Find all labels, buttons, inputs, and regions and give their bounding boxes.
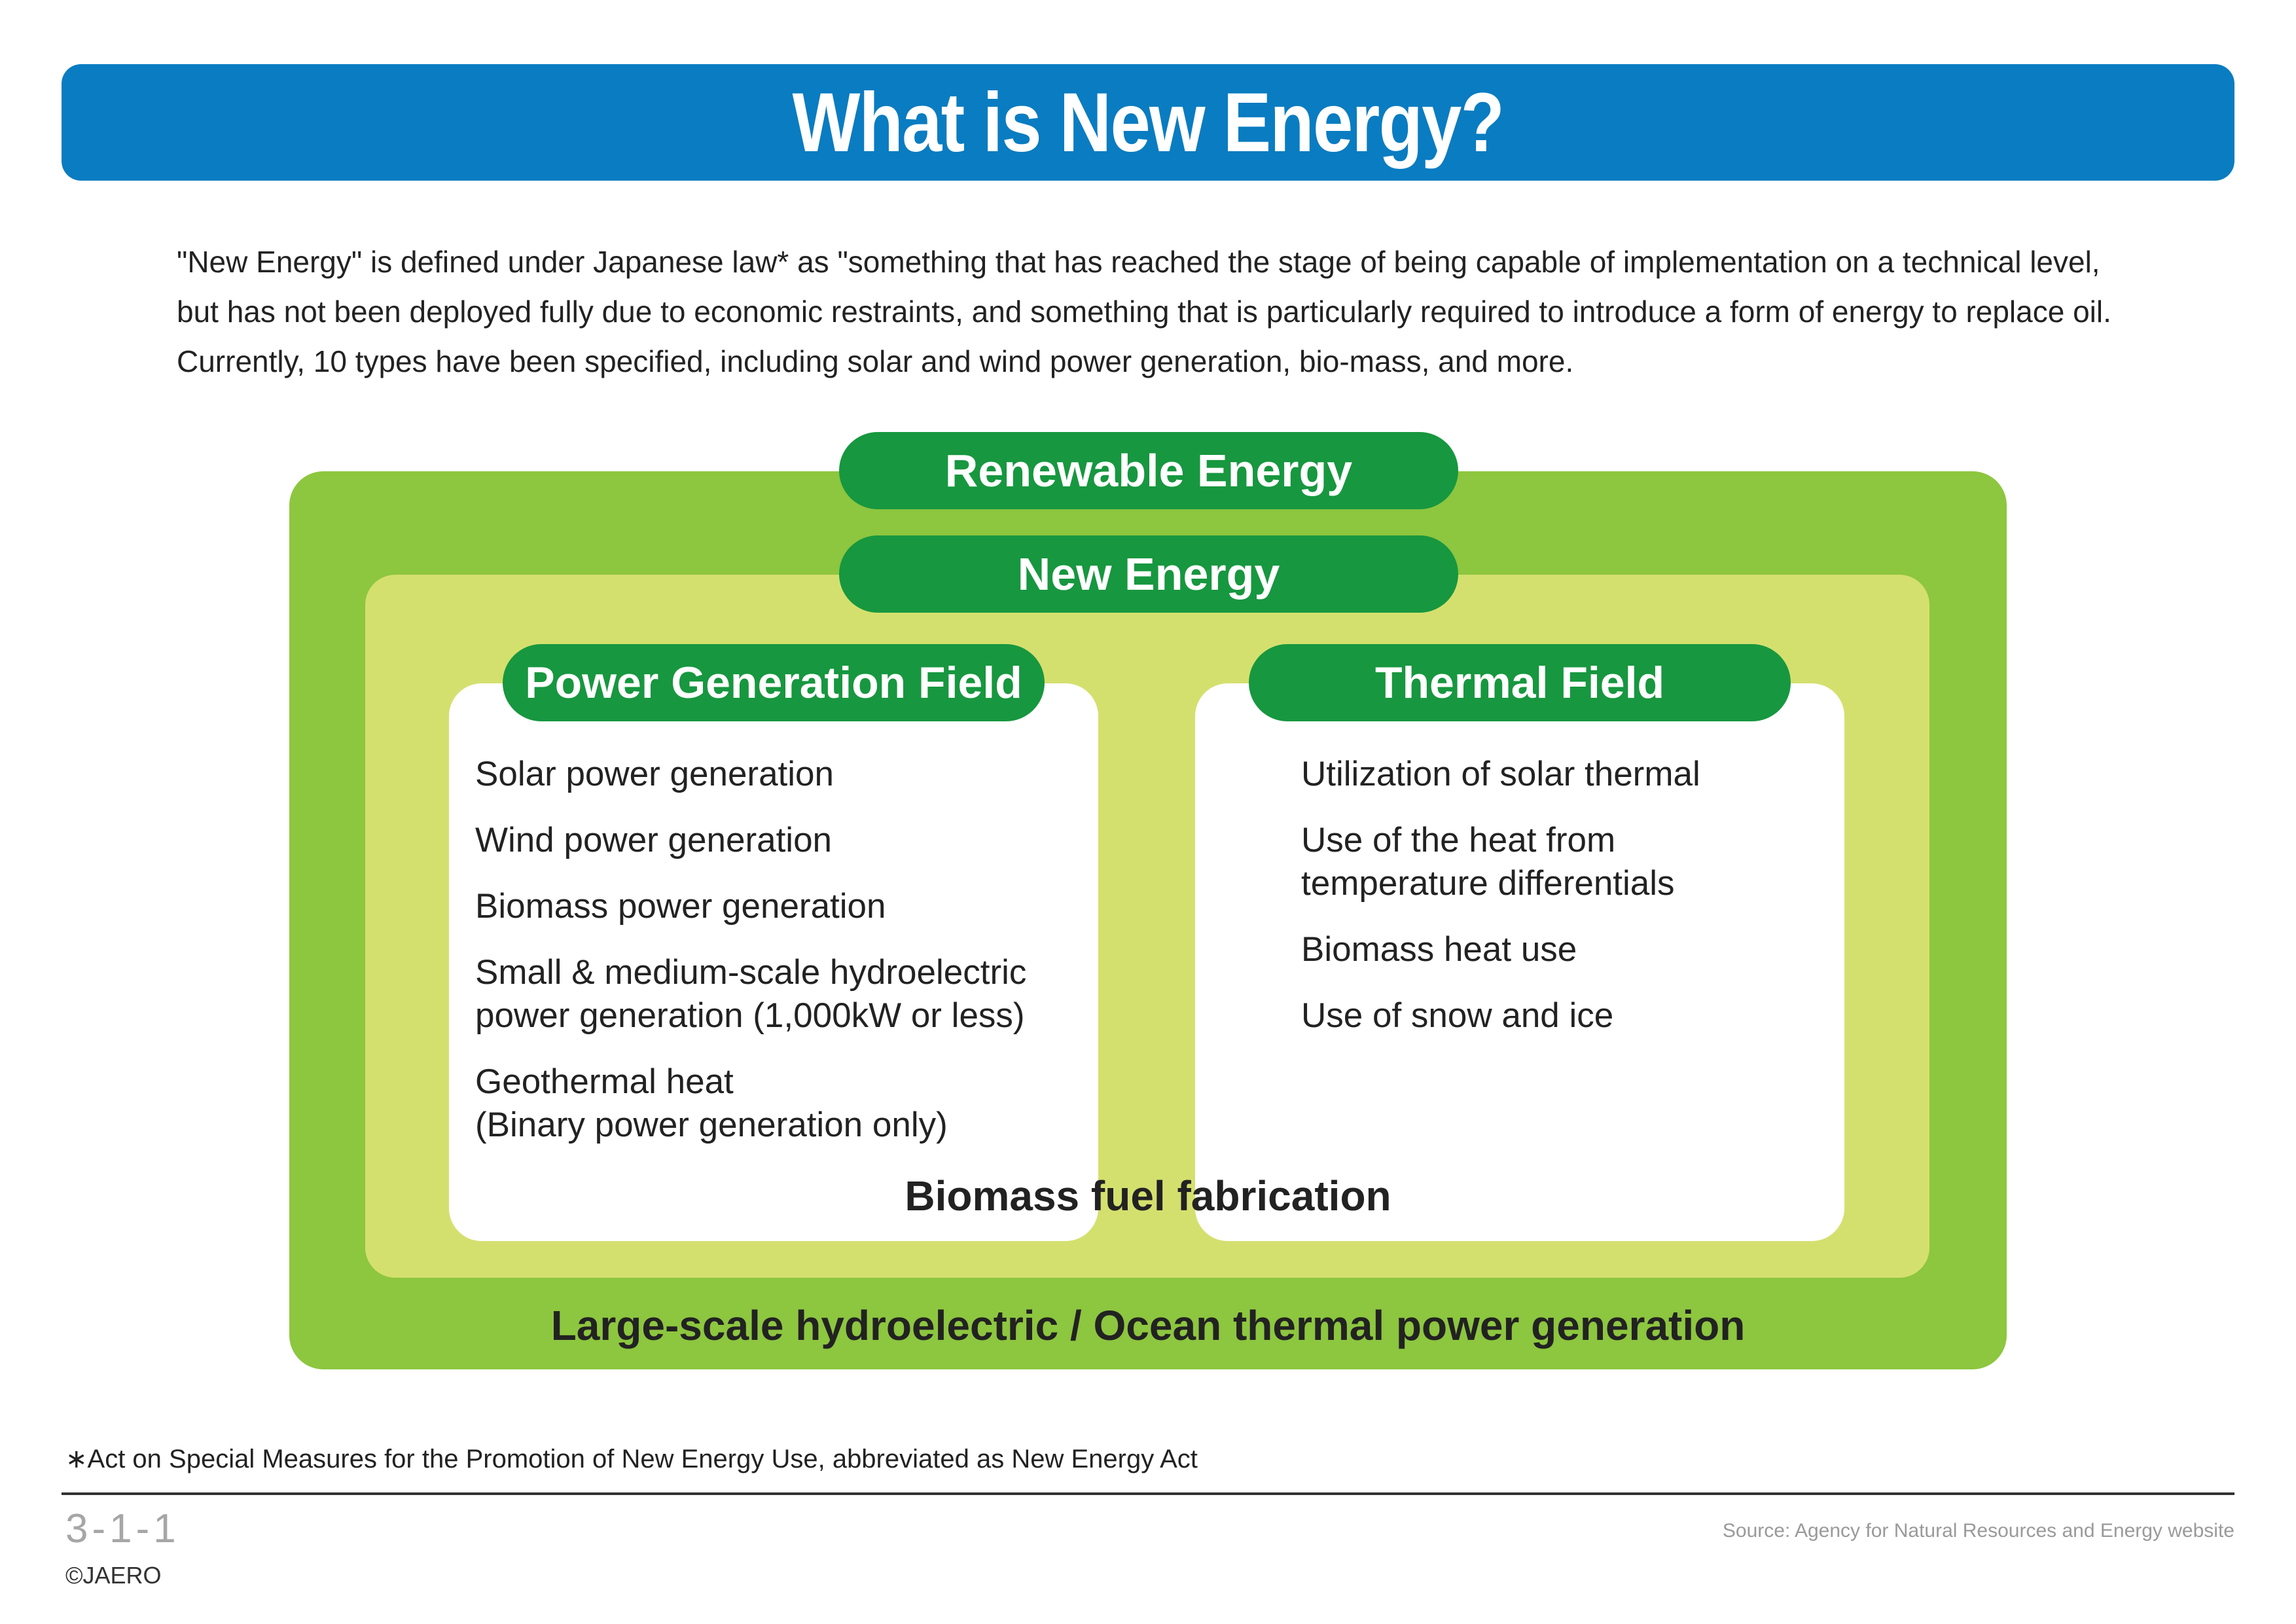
intro-paragraph bbox=[177, 237, 2153, 386]
list-item: Use of snow and ice bbox=[1301, 996, 1614, 1035]
large-scale-hydro-ocean-label: Large-scale hydroelectric / Ocean thermal power generation bbox=[550, 1302, 1746, 1349]
list-item: Utilization of solar thermal bbox=[1301, 755, 1700, 793]
list-item: Use of the heat from temperature differentials bbox=[1301, 821, 1675, 903]
power-generation-list bbox=[475, 753, 1103, 1170]
list-item: Biomass power generation bbox=[475, 887, 886, 926]
list-item: Small & medium-scale hydroelectric power generation (1,000kW or less) bbox=[475, 953, 1027, 1035]
list-item: Biomass heat use bbox=[1301, 930, 1577, 969]
footnote: ∗Act on Special Measures for the Promotion of New Energy Use, abbreviated as New Energy Act bbox=[65, 1445, 1198, 1473]
new-energy-label: New Energy bbox=[839, 535, 1458, 613]
list-item: Wind power generation bbox=[475, 821, 833, 859]
list-item: Geothermal heat (Binary power generation only) bbox=[475, 1062, 948, 1144]
source-credit: Source: Agency for Natural Resources and Energy website bbox=[1722, 1520, 2234, 1542]
page-title: What is New Energy? bbox=[792, 75, 1504, 170]
footer-divider bbox=[62, 1492, 2234, 1495]
thermal-field-label: Thermal Field bbox=[1249, 644, 1791, 721]
power-generation-field-label: Power Generation Field bbox=[503, 644, 1045, 721]
intro-line-1: "New Energy" is defined under Japanese law* as "something that has reached the stage of being capable of implementation on a technical level, bbox=[177, 245, 2100, 279]
intro-line-3: Currently, 10 types have been specified, including solar and wind power generation, bio-mass, and more. bbox=[177, 344, 1574, 378]
thermal-field-list bbox=[1301, 753, 1825, 1060]
renewable-energy-label: Renewable Energy bbox=[839, 432, 1458, 509]
copyright: ©JAERO bbox=[65, 1562, 162, 1589]
biomass-fuel-fabrication-label: Biomass fuel fabrication bbox=[905, 1172, 1391, 1219]
list-item: Solar power generation bbox=[475, 755, 834, 793]
intro-line-2: but has not been deployed fully due to economic restraints, and something that is particularly required to introduce a form of energy to replace oil. bbox=[177, 295, 2111, 329]
page-number: 3-1-1 bbox=[65, 1506, 180, 1551]
title-banner bbox=[62, 64, 2234, 181]
